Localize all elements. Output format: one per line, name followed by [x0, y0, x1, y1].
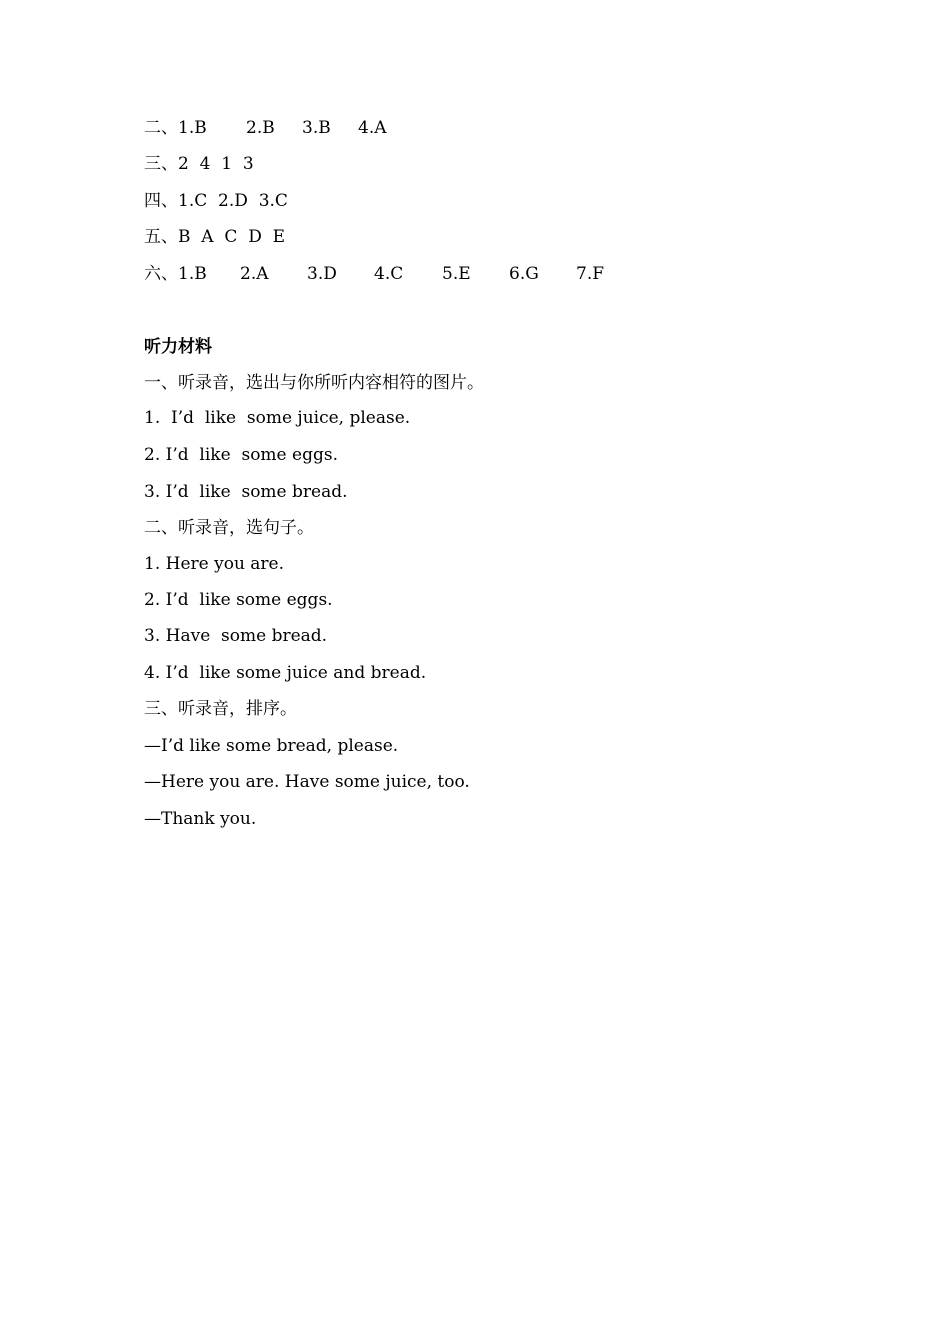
answer-text: B A C D E	[178, 227, 286, 247]
answer-section-4	[144, 190, 288, 212]
part3-line: —Thank you.	[144, 809, 257, 829]
answer-list	[178, 117, 387, 139]
answer-section-3	[144, 153, 254, 175]
answer-section-5	[144, 226, 285, 248]
answer-item: 6.G	[509, 264, 539, 284]
answer-text: 1.C 2.D 3.C	[178, 191, 288, 211]
section-prefix: 四、	[144, 191, 178, 211]
part3-instruction: 三、听录音，排序。	[144, 699, 297, 719]
listening-title: 听力材料	[144, 337, 212, 357]
answer-item: 3.D	[307, 264, 337, 284]
part2-instruction: 二、听录音，选句子。	[144, 518, 314, 538]
answer-item: 1.B	[178, 118, 207, 138]
section-prefix: 三、	[144, 154, 178, 174]
part2-line: 3. Have some bread.	[144, 626, 328, 646]
answer-item: 2.A	[240, 264, 269, 284]
part2-line: 1. Here you are.	[144, 554, 285, 574]
answer-item: 5.E	[442, 264, 471, 284]
answer-section-6	[144, 263, 604, 285]
part1-instruction: 一、听录音，选出与你所听内容相符的图片。	[144, 373, 484, 393]
answer-item: 3.B	[302, 118, 331, 138]
answer-item: 4.A	[358, 118, 387, 138]
part2-line: 2. I’d like some eggs.	[144, 590, 333, 610]
answer-section-2	[144, 117, 387, 139]
answer-text: 2 4 1 3	[178, 154, 254, 174]
section-prefix: 二、	[144, 118, 178, 138]
answer-list	[178, 263, 604, 285]
part3-line: —I’d like some bread, please.	[144, 736, 399, 756]
part2-line: 4. I’d like some juice and bread.	[144, 663, 427, 683]
part1-line: 1. I’d like some juice, please.	[144, 408, 411, 428]
answer-item: 4.C	[374, 264, 404, 284]
answer-item: 1.B	[178, 264, 207, 284]
section-prefix: 六、	[144, 264, 178, 284]
answer-item: 7.F	[576, 264, 605, 284]
part3-line: —Here you are. Have some juice, too.	[144, 772, 470, 792]
section-prefix: 五、	[144, 227, 178, 247]
answer-item: 2.B	[246, 118, 275, 138]
part1-line: 3. I’d like some bread.	[144, 482, 348, 502]
part1-line: 2. I’d like some eggs.	[144, 445, 338, 465]
